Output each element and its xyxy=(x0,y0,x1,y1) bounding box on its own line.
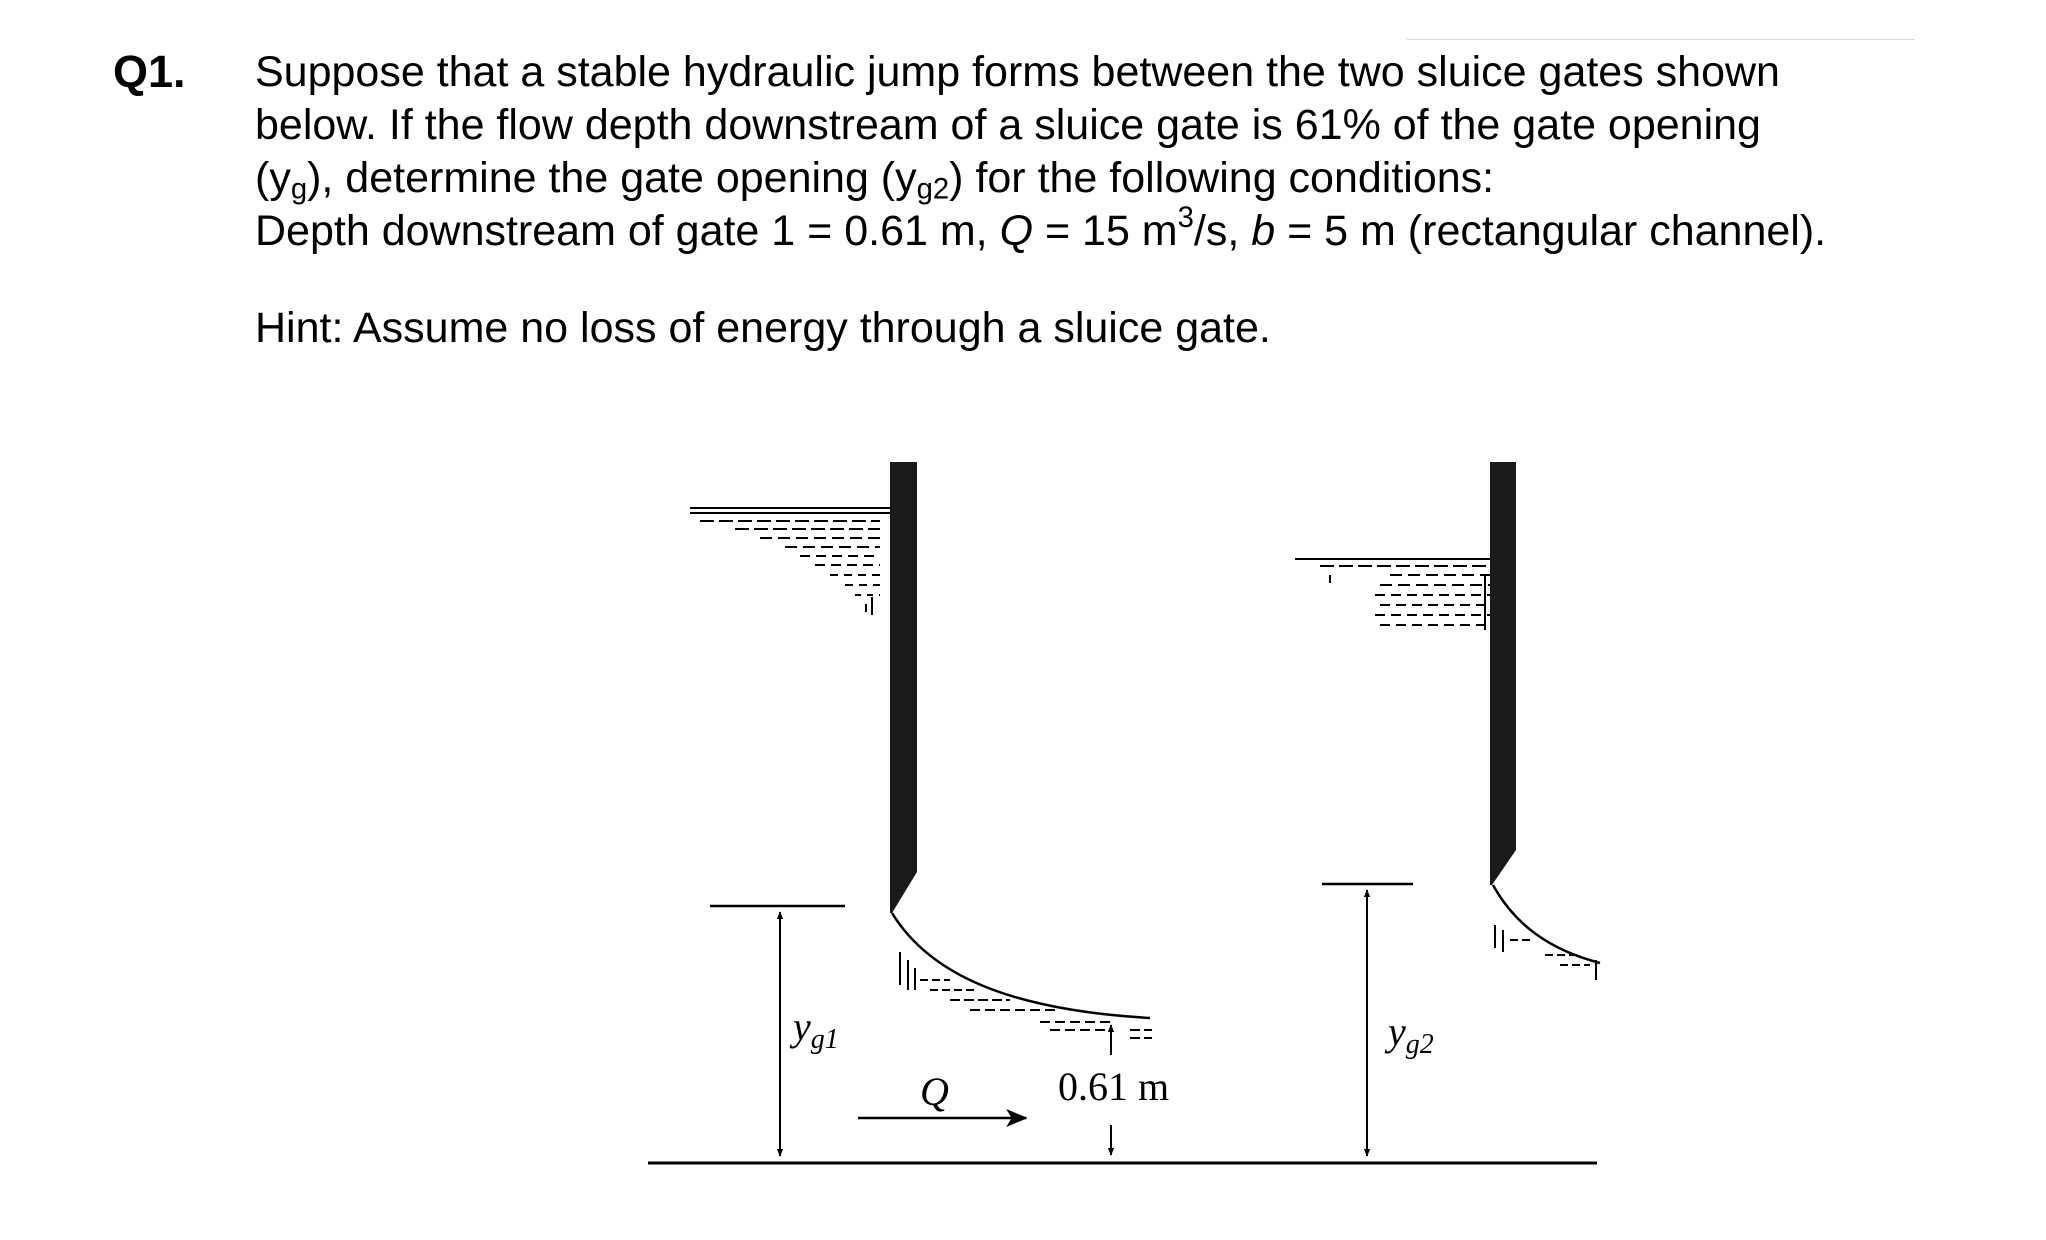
line4-q-symbol: Q xyxy=(999,207,1034,255)
question-line-1: Suppose that a stable hydraulic jump forms between the two sluice gates shown xyxy=(255,48,1780,96)
question-line-2: below. If the flow depth downstream of a sluice gate is 61% of the gate opening xyxy=(255,101,1761,149)
gate2-jet-hatching xyxy=(1495,925,1596,980)
question-number: Q1. xyxy=(113,46,186,97)
line3-post: ) for the following conditions: xyxy=(949,154,1495,202)
gate2-jet-profile xyxy=(1493,885,1600,963)
line3-mid: ), determine the gate opening (y xyxy=(307,154,917,202)
sluice-gate-2 xyxy=(1490,462,1516,885)
yg1-label: $y_{g1}$ xyxy=(793,1004,839,1055)
gate1-jet-hatching xyxy=(900,952,1152,1038)
line4-mid1: = 15 m xyxy=(1033,207,1178,255)
upstream-water-surface xyxy=(690,508,890,615)
flow-q-label: Q xyxy=(920,1069,949,1114)
line4-sup: 3 xyxy=(1177,201,1194,234)
line3-sub-g: g xyxy=(290,173,308,206)
line3-sub-g2: g2 xyxy=(916,173,950,206)
hint-text: Hint: Assume no loss of energy through a sluice gate. xyxy=(255,304,1271,352)
line4-b-symbol: b xyxy=(1251,207,1276,255)
depth-label: 0.61 m xyxy=(1058,1064,1170,1109)
line3-pre: (y xyxy=(255,154,291,202)
yg2-label: $y_{g2}$ xyxy=(1388,1009,1434,1060)
line4-post: = 5 m (rectangular channel). xyxy=(1275,207,1827,255)
line4-pre: Depth downstream of gate 1 = 0.61 m, xyxy=(255,207,1000,255)
gate1-jet-profile xyxy=(892,913,1150,1018)
sluice-gate-1 xyxy=(890,462,917,913)
line4-mid2: /s, xyxy=(1193,207,1252,255)
gate2-upstream-water-surface xyxy=(1295,559,1495,630)
